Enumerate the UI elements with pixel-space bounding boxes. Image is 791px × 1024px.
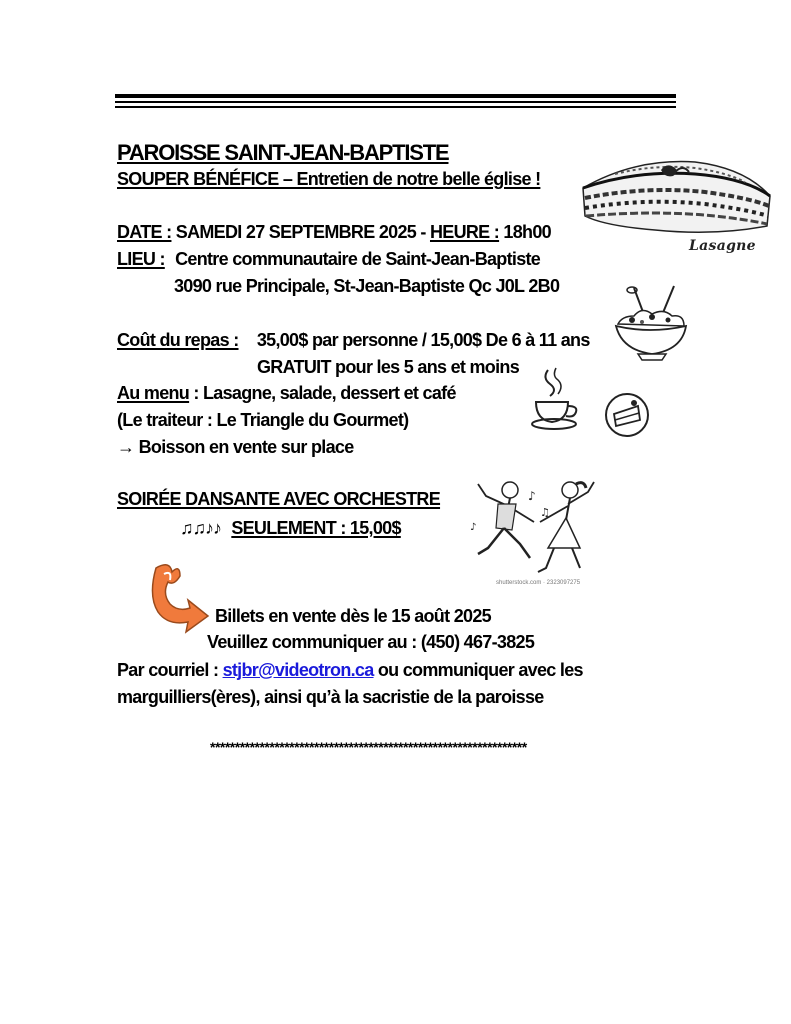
tickets-sale: Billets en vente dès le 15 août 2025	[215, 606, 491, 626]
rule-thick	[115, 94, 676, 98]
cost-label: Coût du repas :	[117, 330, 239, 350]
dancing-couple-illustration	[468, 476, 608, 580]
place-label: LIEU :	[117, 249, 165, 269]
orange-arrow-icon	[150, 560, 214, 642]
rule-thin	[115, 101, 676, 103]
tickets-phone: Veuillez communiquer au : (450) 467-3825	[207, 632, 535, 652]
menu-line	[117, 383, 456, 404]
time-value: 18h00	[503, 222, 551, 242]
drinks-text: Boisson en vente sur place	[138, 437, 354, 457]
arrow-right-icon: →	[117, 437, 135, 457]
dance-price: SEULEMENT : 15,00$	[231, 518, 401, 538]
lasagne-label: Lasagne	[689, 238, 756, 254]
music-notes-icon: ♫♫♪♪	[180, 518, 221, 538]
date-value: SAMEDI 27 SEPTEMBRE 2025 -	[175, 222, 426, 242]
cost-value: 35,00$ par personne / 15,00$ De 6 à 11 ans	[256, 330, 590, 350]
dancers-credit: shutterstock.com · 2323097275	[496, 580, 581, 586]
email-line	[117, 660, 583, 681]
dance-title: SOIRÉE DANSANTE AVEC ORCHESTRE	[117, 489, 441, 509]
coffee-cup-icon	[528, 366, 582, 434]
footer-stars: ****************************************************************	[210, 739, 527, 755]
drinks-line	[117, 437, 354, 458]
email-link[interactable]: stjbr@videotron.ca	[222, 660, 374, 680]
caterer-line: (Le traiteur : Le Triangle du Gourmet)	[117, 410, 409, 430]
cake-slice-icon	[604, 392, 650, 438]
menu-label: Au menu	[117, 383, 190, 403]
place-line	[117, 249, 540, 270]
rule-thin	[115, 106, 676, 108]
event-subtitle: SOUPER BÉNÉFICE – Entretien de notre belle église !	[117, 169, 541, 189]
header-rules	[115, 94, 676, 108]
contact-line: marguilliers(ères), ainsi qu’à la sacristie de la paroisse	[117, 687, 544, 707]
place-name: Centre communautaire de Saint-Jean-Baptiste	[175, 249, 541, 269]
svg-text:♪: ♪	[470, 522, 477, 533]
date-label: DATE :	[117, 222, 172, 242]
svg-text:♫: ♫	[540, 506, 550, 519]
menu-items: : Lasagne, salade, dessert et café	[193, 383, 456, 403]
email-suffix: ou communiquer avec les	[377, 660, 583, 680]
date-line	[117, 222, 551, 243]
place-address: 3090 rue Principale, St-Jean-Baptiste Qc J0L 2B0	[174, 276, 560, 296]
email-prefix: Par courriel :	[117, 660, 219, 680]
dance-price-line	[180, 518, 401, 539]
lasagne-illustration	[575, 148, 775, 240]
cost-free: GRATUIT pour les 5 ans et moins	[257, 357, 520, 377]
salad-bowl-illustration	[612, 284, 690, 364]
parish-title: PAROISSE SAINT-JEAN-BAPTISTE	[117, 140, 449, 165]
time-label: HEURE :	[429, 222, 500, 242]
svg-text:♪: ♪	[528, 489, 536, 503]
cost-line	[117, 330, 590, 351]
